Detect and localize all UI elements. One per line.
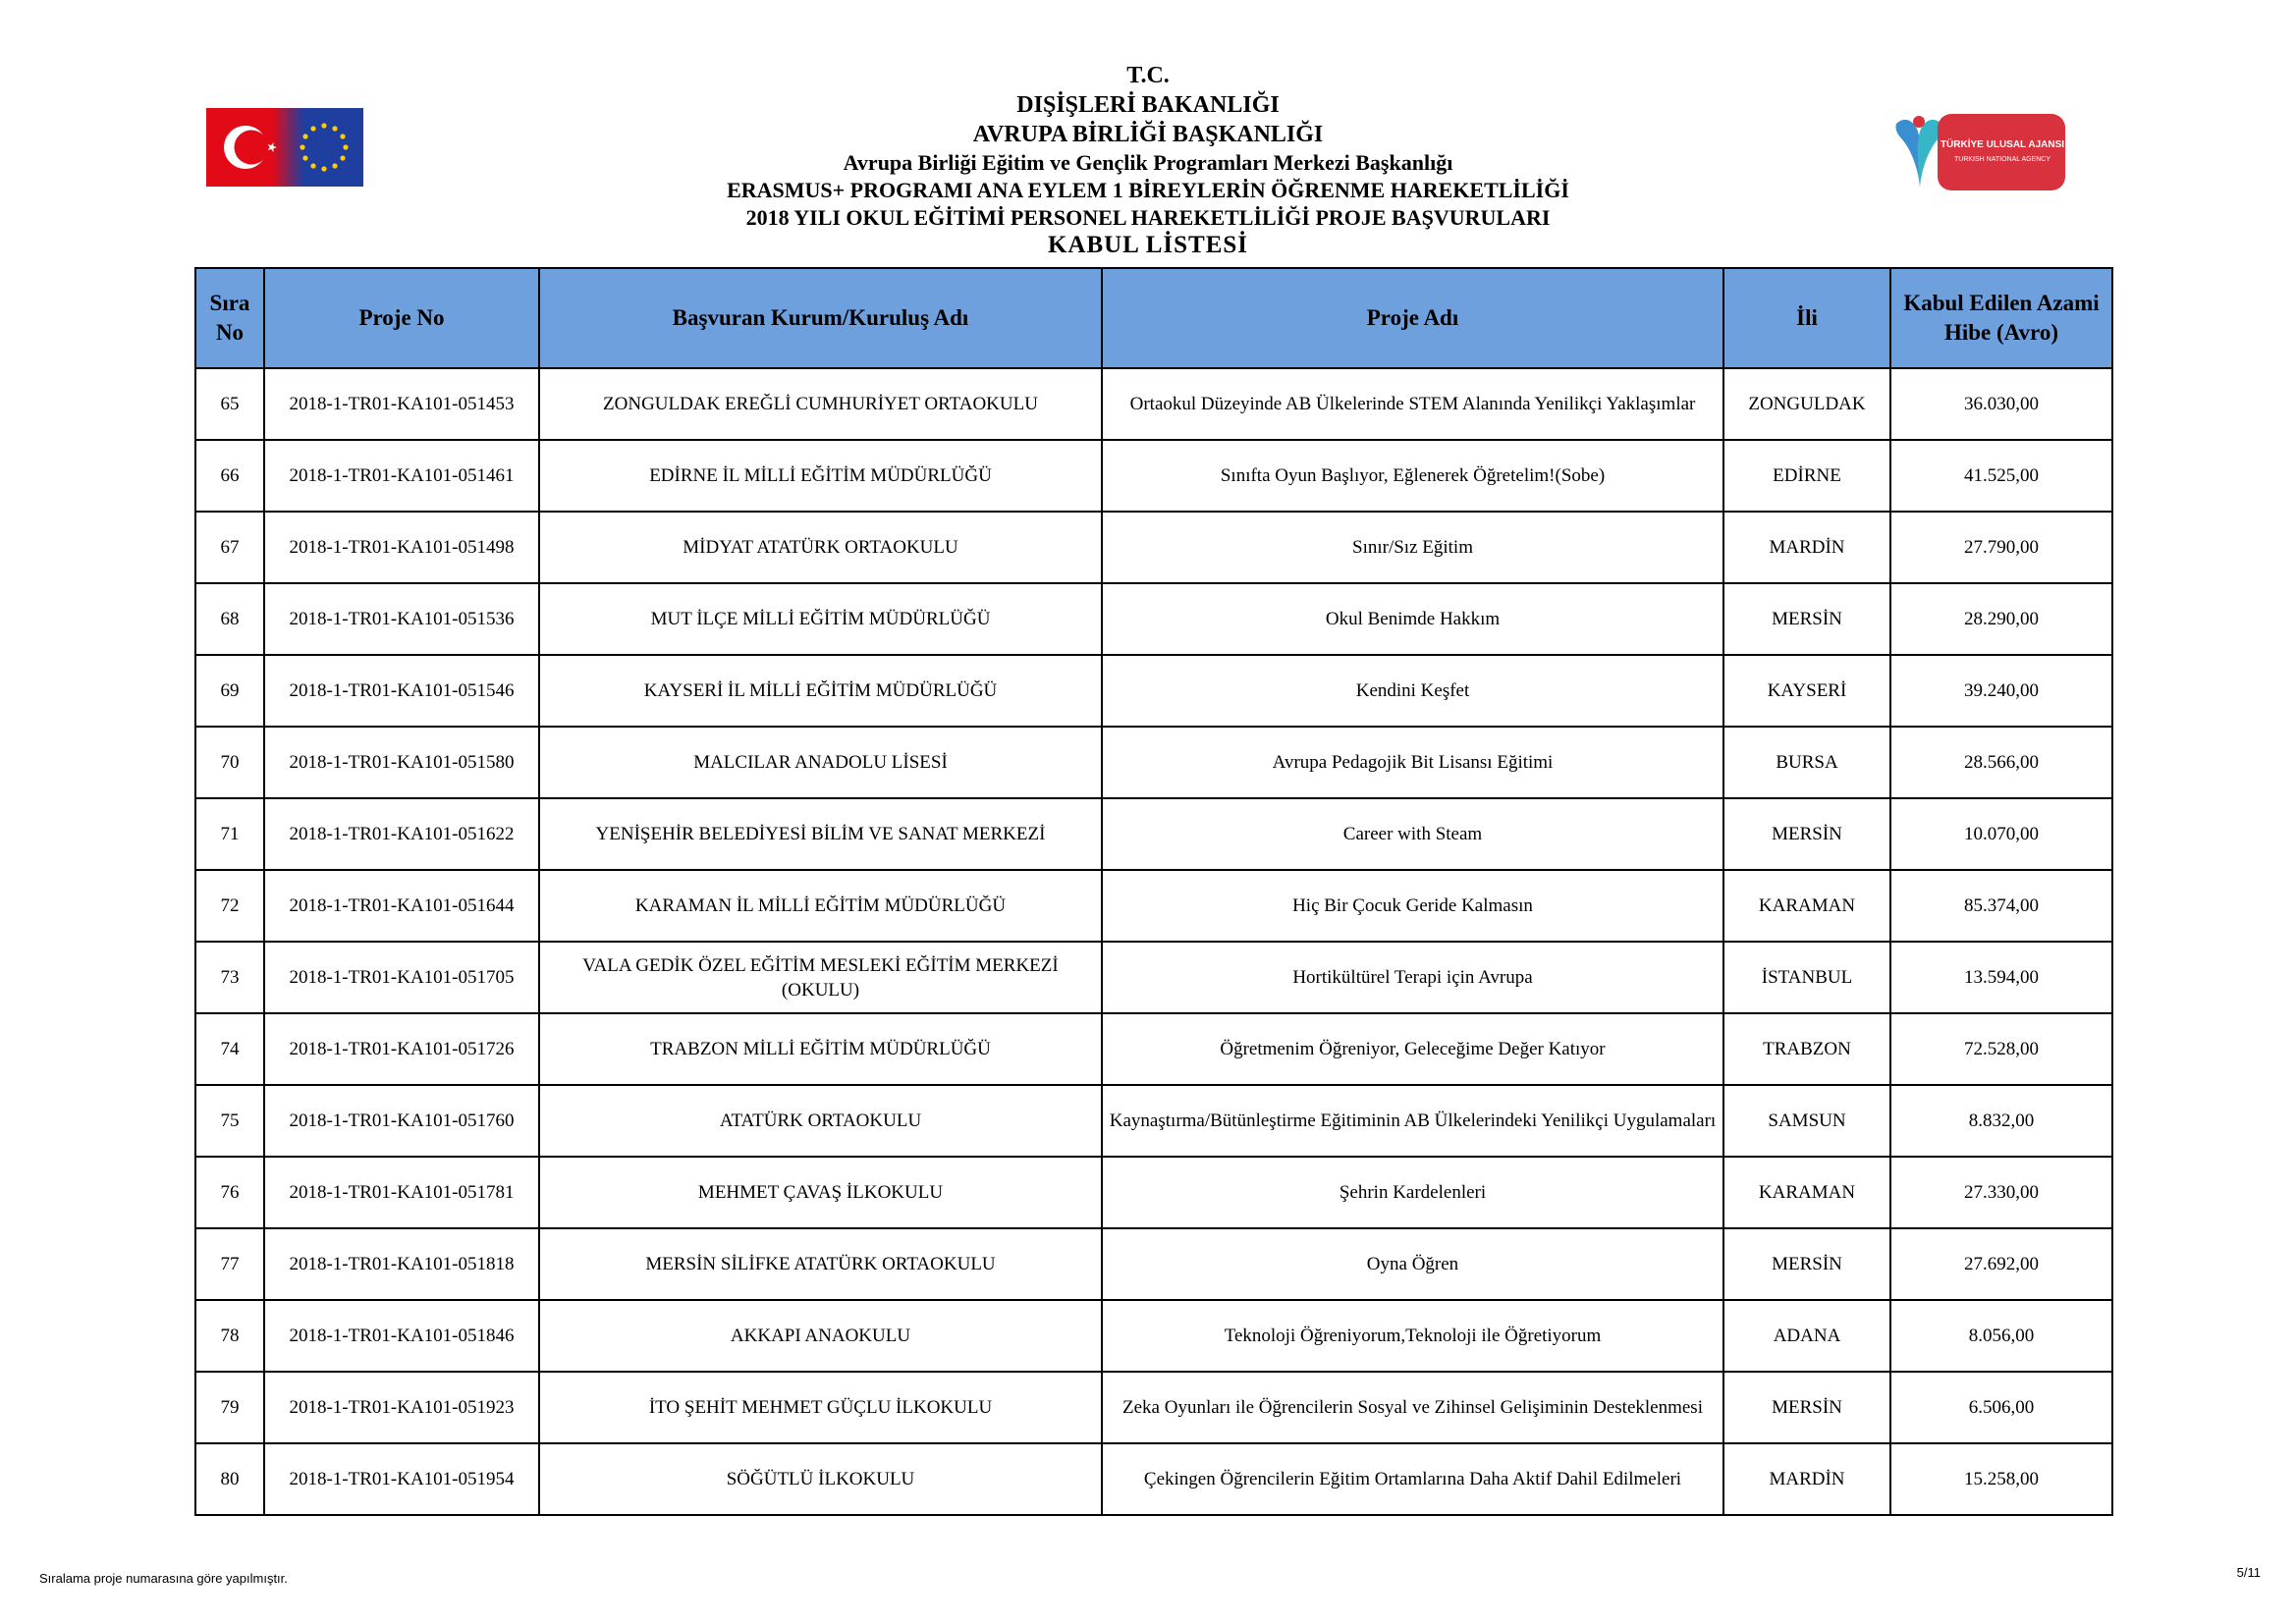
cell-ili: ADANA bbox=[1723, 1300, 1890, 1372]
column-header-kurum: Başvuran Kurum/Kuruluş Adı bbox=[539, 268, 1102, 368]
cell-hibe: 27.790,00 bbox=[1890, 512, 2112, 583]
table-row bbox=[195, 1300, 2112, 1372]
cell-hibe: 85.374,00 bbox=[1890, 870, 2112, 942]
cell-ili: MERSİN bbox=[1723, 583, 1890, 655]
cell-kurum: AKKAPI ANAOKULU bbox=[539, 1300, 1102, 1372]
cell-proje-no: 2018-1-TR01-KA101-051644 bbox=[264, 870, 539, 942]
column-header-hibe: Kabul Edilen Azami Hibe (Avro) bbox=[1890, 268, 2112, 368]
cell-hibe: 15.258,00 bbox=[1890, 1443, 2112, 1515]
cell-kurum: MALCILAR ANADOLU LİSESİ bbox=[539, 727, 1102, 798]
table-row bbox=[195, 727, 2112, 798]
cell-ili: MERSİN bbox=[1723, 798, 1890, 870]
cell-hibe: 28.290,00 bbox=[1890, 583, 2112, 655]
cell-kurum: İTO ŞEHİT MEHMET GÜÇLU İLKOKULU bbox=[539, 1372, 1102, 1443]
cell-proje-adi: Kaynaştırma/Bütünleştirme Eğitiminin AB Ülkelerindeki Yenilikçi Uygulamaları bbox=[1102, 1085, 1723, 1157]
cell-proje-no: 2018-1-TR01-KA101-051705 bbox=[264, 942, 539, 1013]
cell-proje-no: 2018-1-TR01-KA101-051461 bbox=[264, 440, 539, 512]
cell-kurum: MUT İLÇE MİLLİ EĞİTİM MÜDÜRLÜĞÜ bbox=[539, 583, 1102, 655]
cell-sira-no: 73 bbox=[195, 942, 264, 1013]
cell-hibe: 6.506,00 bbox=[1890, 1372, 2112, 1443]
cell-ili: İSTANBUL bbox=[1723, 942, 1890, 1013]
cell-kurum: KAYSERİ İL MİLLİ EĞİTİM MÜDÜRLÜĞÜ bbox=[539, 655, 1102, 727]
cell-hibe: 27.330,00 bbox=[1890, 1157, 2112, 1228]
cell-proje-adi: Öğretmenim Öğreniyor, Geleceğime Değer Katıyor bbox=[1102, 1013, 1723, 1085]
cell-kurum: SÖĞÜTLÜ İLKOKULU bbox=[539, 1443, 1102, 1515]
table-row bbox=[195, 655, 2112, 727]
cell-kurum: TRABZON MİLLİ EĞİTİM MÜDÜRLÜĞÜ bbox=[539, 1013, 1102, 1085]
cell-hibe: 8.832,00 bbox=[1890, 1085, 2112, 1157]
cell-ili: SAMSUN bbox=[1723, 1085, 1890, 1157]
cell-sira-no: 79 bbox=[195, 1372, 264, 1443]
cell-kurum: MEHMET ÇAVAŞ İLKOKULU bbox=[539, 1157, 1102, 1228]
cell-sira-no: 69 bbox=[195, 655, 264, 727]
table-row bbox=[195, 870, 2112, 942]
cell-hibe: 72.528,00 bbox=[1890, 1013, 2112, 1085]
cell-kurum: ATATÜRK ORTAOKULU bbox=[539, 1085, 1102, 1157]
table-row bbox=[195, 1013, 2112, 1085]
cell-ili: MARDİN bbox=[1723, 512, 1890, 583]
cell-sira-no: 74 bbox=[195, 1013, 264, 1085]
table-row bbox=[195, 1228, 2112, 1300]
cell-proje-no: 2018-1-TR01-KA101-051498 bbox=[264, 512, 539, 583]
header-tc: T.C. bbox=[1126, 63, 1170, 88]
cell-ili: KARAMAN bbox=[1723, 870, 1890, 942]
agency-name-line1: TÜRKİYE ULUSAL AJANSI bbox=[1940, 139, 2065, 150]
column-header-sira-no: Sıra No bbox=[195, 268, 264, 368]
cell-hibe: 8.056,00 bbox=[1890, 1300, 2112, 1372]
header-program: ERASMUS+ PROGRAMI ANA EYLEM 1 BİREYLERİN ÖĞRENME HAREKETLİLİĞİ bbox=[727, 178, 1569, 202]
cell-proje-no: 2018-1-TR01-KA101-051536 bbox=[264, 583, 539, 655]
table-row bbox=[195, 798, 2112, 870]
cell-proje-no: 2018-1-TR01-KA101-051622 bbox=[264, 798, 539, 870]
cell-proje-adi: Ortaokul Düzeyinde AB Ülkelerinde STEM Alanında Yenilikçi Yaklaşımlar bbox=[1102, 368, 1723, 440]
cell-proje-adi: Zeka Oyunları ile Öğrencilerin Sosyal ve Zihinsel Gelişiminin Desteklenmesi bbox=[1102, 1372, 1723, 1443]
cell-ili: MARDİN bbox=[1723, 1443, 1890, 1515]
table-row bbox=[195, 583, 2112, 655]
cell-proje-adi: Oyna Öğren bbox=[1102, 1228, 1723, 1300]
cell-proje-adi: Şehrin Kardelenleri bbox=[1102, 1157, 1723, 1228]
table-row bbox=[195, 368, 2112, 440]
cell-proje-no: 2018-1-TR01-KA101-051781 bbox=[264, 1157, 539, 1228]
cell-proje-no: 2018-1-TR01-KA101-051954 bbox=[264, 1443, 539, 1515]
header-eu-directorate: AVRUPA BİRLİĞİ BAŞKANLIĞI bbox=[972, 122, 1324, 147]
cell-sira-no: 66 bbox=[195, 440, 264, 512]
cell-proje-adi: Hortikültürel Terapi için Avrupa bbox=[1102, 942, 1723, 1013]
cell-hibe: 36.030,00 bbox=[1890, 368, 2112, 440]
header-center: Avrupa Birliği Eğitim ve Gençlik Programları Merkezi Başkanlığı bbox=[843, 150, 1453, 175]
cell-sira-no: 72 bbox=[195, 870, 264, 942]
cell-proje-no: 2018-1-TR01-KA101-051546 bbox=[264, 655, 539, 727]
cell-kurum: MİDYAT ATATÜRK ORTAOKULU bbox=[539, 512, 1102, 583]
cell-proje-adi: Hiç Bir Çocuk Geride Kalmasın bbox=[1102, 870, 1723, 942]
acceptance-table bbox=[194, 267, 2113, 1516]
table-row bbox=[195, 512, 2112, 583]
cell-proje-adi: Okul Benimde Hakkım bbox=[1102, 583, 1723, 655]
footer-note: Sıralama proje numarasına göre yapılmıştır. bbox=[39, 1571, 288, 1586]
cell-hibe: 41.525,00 bbox=[1890, 440, 2112, 512]
cell-kurum: MERSİN SİLİFKE ATATÜRK ORTAOKULU bbox=[539, 1228, 1102, 1300]
cell-proje-no: 2018-1-TR01-KA101-051580 bbox=[264, 727, 539, 798]
cell-proje-no: 2018-1-TR01-KA101-051846 bbox=[264, 1300, 539, 1372]
cell-sira-no: 76 bbox=[195, 1157, 264, 1228]
page-title: KABUL LİSTESİ bbox=[1047, 232, 1249, 258]
table-row bbox=[195, 1085, 2112, 1157]
cell-proje-adi: Sınıfta Oyun Başlıyor, Eğlenerek Öğretelim!(Sobe) bbox=[1102, 440, 1723, 512]
cell-sira-no: 67 bbox=[195, 512, 264, 583]
cell-kurum: KARAMAN İL MİLLİ EĞİTİM MÜDÜRLÜĞÜ bbox=[539, 870, 1102, 942]
cell-hibe: 28.566,00 bbox=[1890, 727, 2112, 798]
header-year: 2018 YILI OKUL EĞİTİMİ PERSONEL HAREKETLİLİĞİ PROJE BAŞVURULARI bbox=[745, 205, 1551, 230]
cell-proje-no: 2018-1-TR01-KA101-051923 bbox=[264, 1372, 539, 1443]
cell-sira-no: 77 bbox=[195, 1228, 264, 1300]
cell-proje-adi: Career with Steam bbox=[1102, 798, 1723, 870]
cell-proje-adi: Kendini Keşfet bbox=[1102, 655, 1723, 727]
cell-sira-no: 68 bbox=[195, 583, 264, 655]
cell-proje-no: 2018-1-TR01-KA101-051760 bbox=[264, 1085, 539, 1157]
cell-proje-no: 2018-1-TR01-KA101-051726 bbox=[264, 1013, 539, 1085]
cell-kurum: YENİŞEHİR BELEDİYESİ BİLİM VE SANAT MERKEZİ bbox=[539, 798, 1102, 870]
table-row bbox=[195, 1443, 2112, 1515]
cell-hibe: 13.594,00 bbox=[1890, 942, 2112, 1013]
cell-ili: MERSİN bbox=[1723, 1372, 1890, 1443]
table-row bbox=[195, 942, 2112, 1013]
cell-hibe: 27.692,00 bbox=[1890, 1228, 2112, 1300]
cell-sira-no: 70 bbox=[195, 727, 264, 798]
column-header-proje-adi: Proje Adı bbox=[1102, 268, 1723, 368]
cell-sira-no: 80 bbox=[195, 1443, 264, 1515]
cell-sira-no: 65 bbox=[195, 368, 264, 440]
cell-ili: EDİRNE bbox=[1723, 440, 1890, 512]
page-number: 5/11 bbox=[2236, 1565, 2261, 1580]
cell-proje-no: 2018-1-TR01-KA101-051453 bbox=[264, 368, 539, 440]
cell-kurum: ZONGULDAK EREĞLİ CUMHURİYET ORTAOKULU bbox=[539, 368, 1102, 440]
cell-sira-no: 78 bbox=[195, 1300, 264, 1372]
column-header-proje-no: Proje No bbox=[264, 268, 539, 368]
cell-ili: TRABZON bbox=[1723, 1013, 1890, 1085]
document-header bbox=[0, 61, 2296, 259]
cell-kurum: EDİRNE İL MİLLİ EĞİTİM MÜDÜRLÜĞÜ bbox=[539, 440, 1102, 512]
cell-sira-no: 71 bbox=[195, 798, 264, 870]
cell-ili: KAYSERİ bbox=[1723, 655, 1890, 727]
table-header-row bbox=[195, 268, 2112, 368]
cell-proje-adi: Çekingen Öğrencilerin Eğitim Ortamlarına Daha Aktif Dahil Edilmeleri bbox=[1102, 1443, 1723, 1515]
cell-ili: BURSA bbox=[1723, 727, 1890, 798]
cell-proje-adi: Avrupa Pedagojik Bit Lisansı Eğitimi bbox=[1102, 727, 1723, 798]
cell-proje-no: 2018-1-TR01-KA101-051818 bbox=[264, 1228, 539, 1300]
cell-hibe: 39.240,00 bbox=[1890, 655, 2112, 727]
cell-hibe: 10.070,00 bbox=[1890, 798, 2112, 870]
agency-name-line2: TURKISH NATIONAL AGENCY bbox=[1953, 156, 2051, 163]
cell-kurum: VALA GEDİK ÖZEL EĞİTİM MESLEKİ EĞİTİM MERKEZİ (OKULU) bbox=[539, 942, 1102, 1013]
column-header-ili: İli bbox=[1723, 268, 1890, 368]
table-row bbox=[195, 1372, 2112, 1443]
cell-ili: ZONGULDAK bbox=[1723, 368, 1890, 440]
cell-sira-no: 75 bbox=[195, 1085, 264, 1157]
cell-proje-adi: Sınır/Sız Eğitim bbox=[1102, 512, 1723, 583]
cell-proje-adi: Teknoloji Öğreniyorum,Teknoloji ile Öğretiyorum bbox=[1102, 1300, 1723, 1372]
cell-ili: KARAMAN bbox=[1723, 1157, 1890, 1228]
cell-ili: MERSİN bbox=[1723, 1228, 1890, 1300]
header-ministry: DIŞİŞLERİ BAKANLIĞI bbox=[1016, 92, 1280, 118]
table-row bbox=[195, 1157, 2112, 1228]
table-row bbox=[195, 440, 2112, 512]
